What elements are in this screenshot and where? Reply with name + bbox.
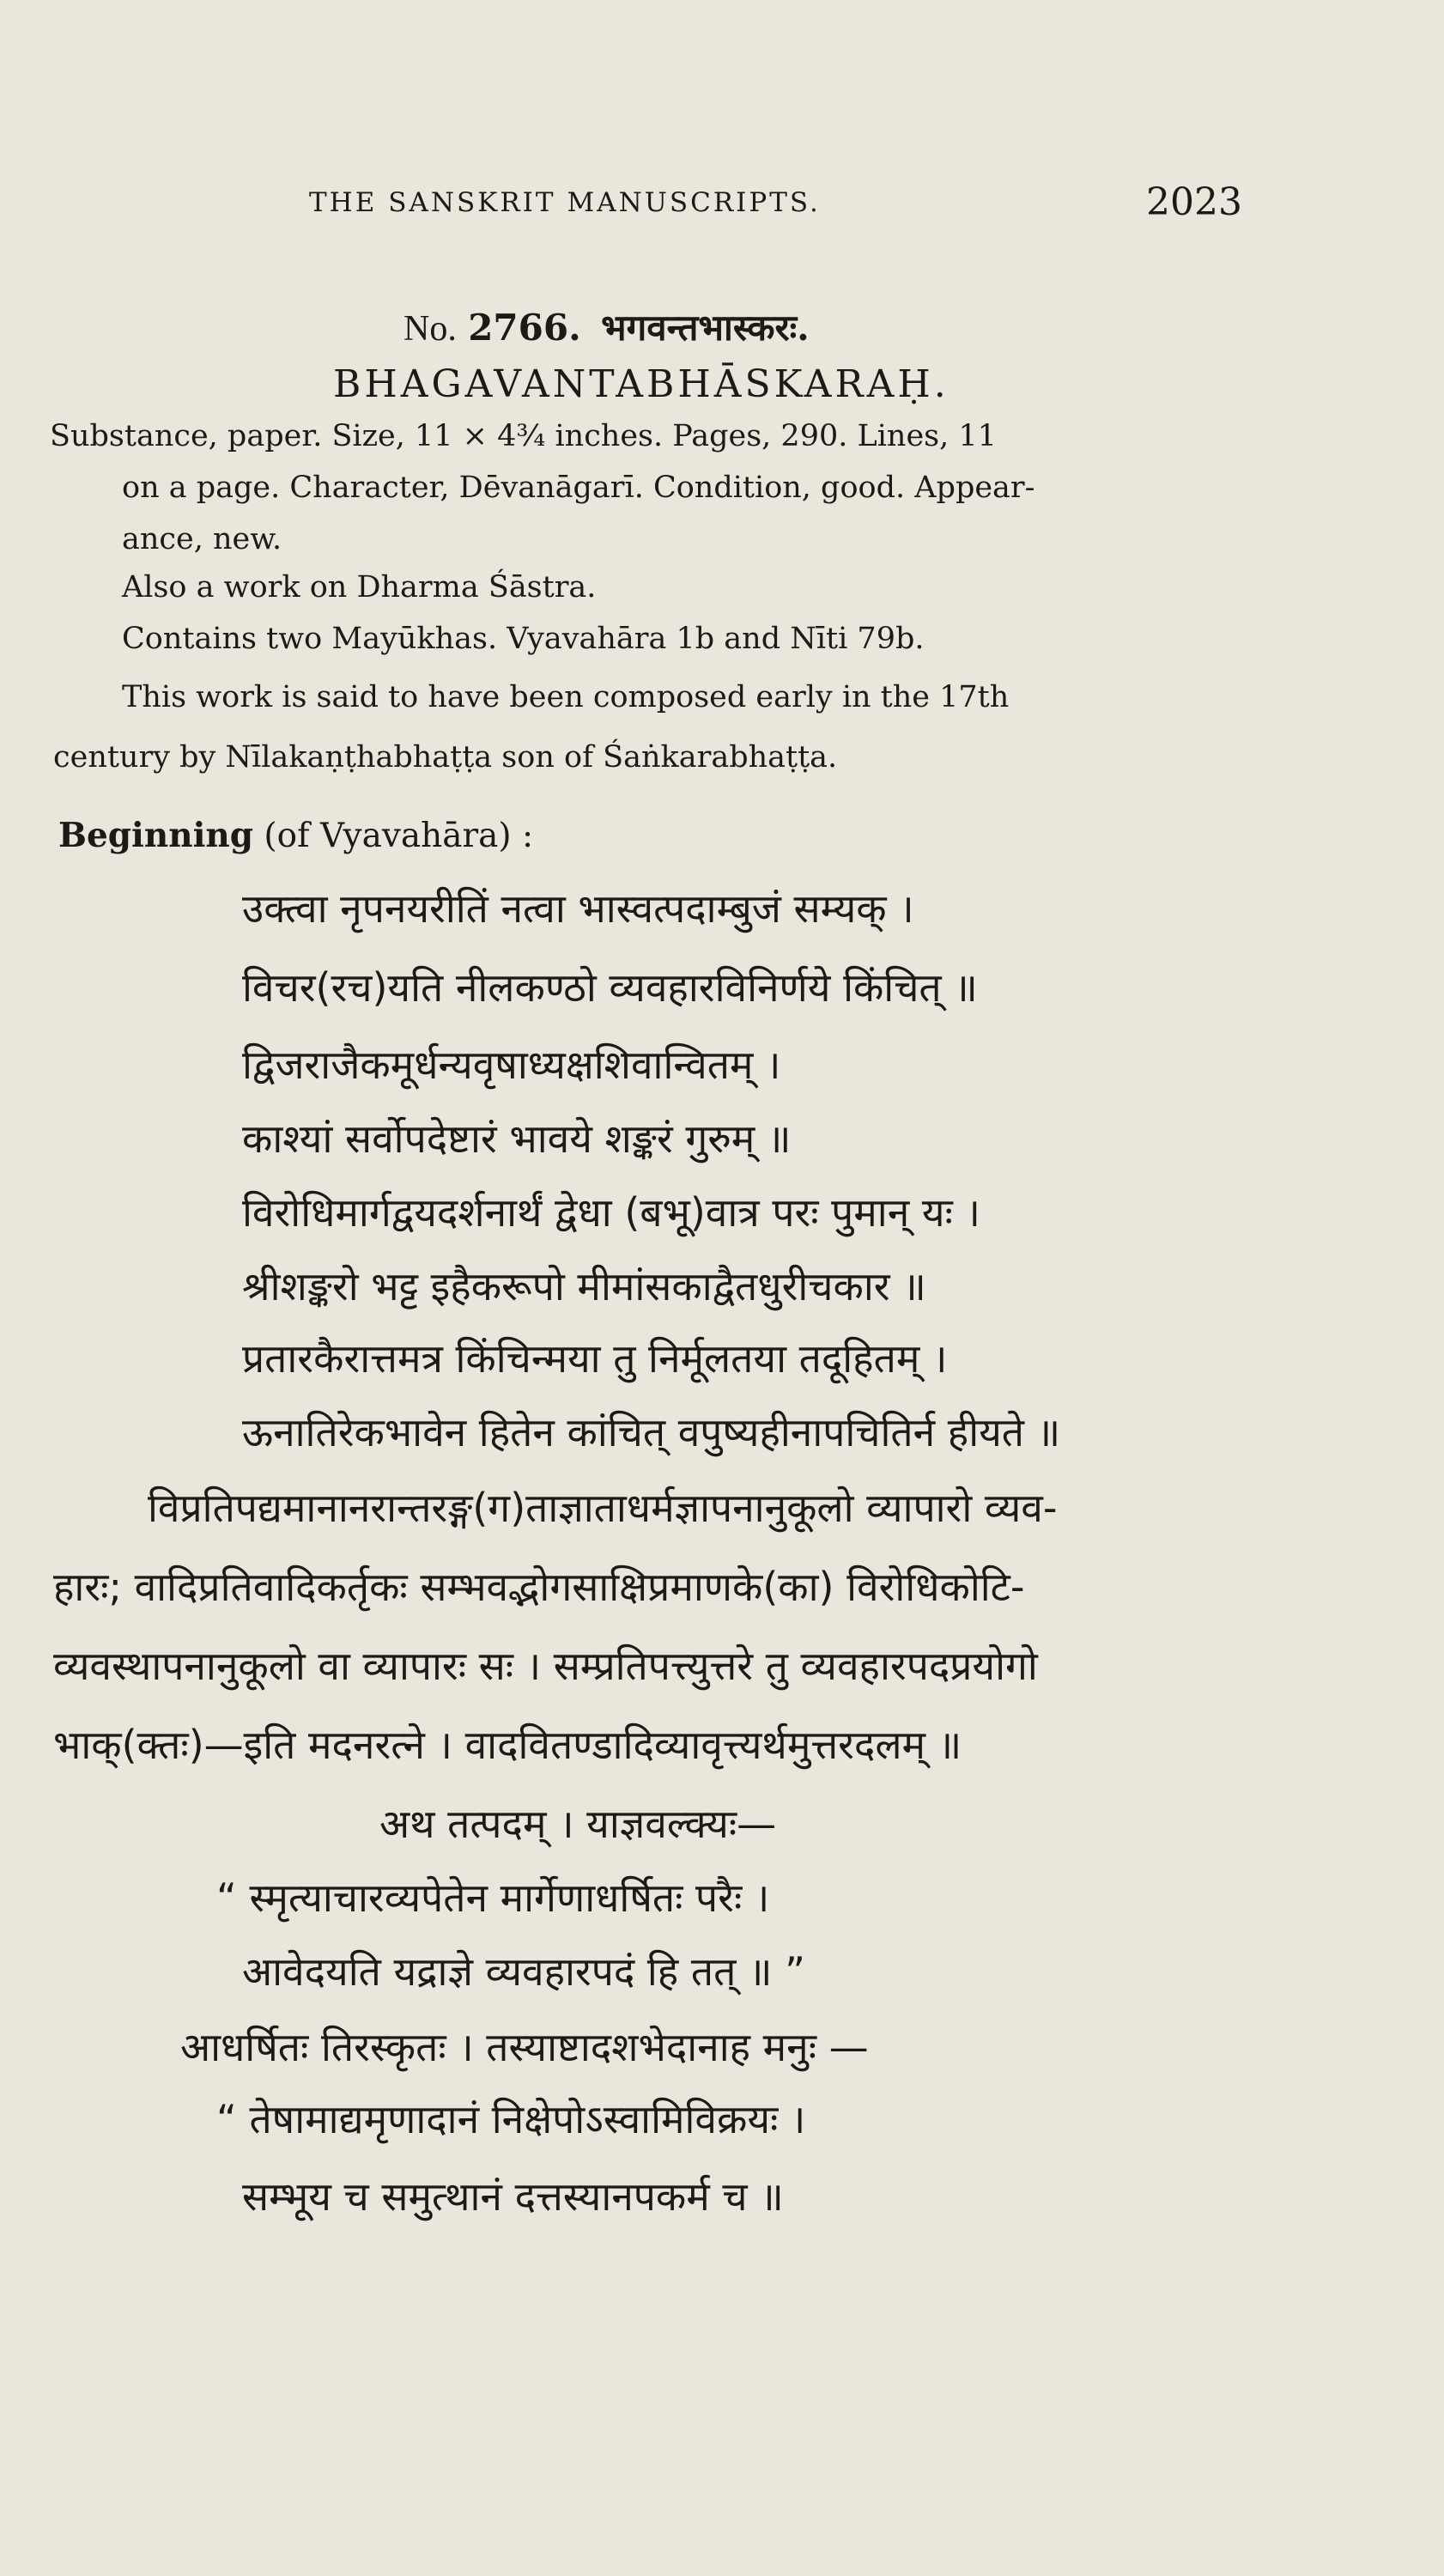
sanskrit-line: व्यवस्थापनानुकूलो वा व्यापारः सः । सम्प्रतिपत्त्युत्तरे तु व्यवहारपदप्रयोगो xyxy=(53,1643,1038,1689)
description-line: Substance, paper. Size, 11 × 4¾ inches. Pages, 290. Lines, 11 xyxy=(50,419,997,453)
beginning-label: Beginning xyxy=(58,816,254,855)
sanskrit-line: भाक्(क्तः)—इति मदनरत्ने । वादवितण्डादिव्यावृत्त्यर्थमुत्तरदलम् ॥ xyxy=(53,1722,962,1768)
page-number: 2023 xyxy=(1146,180,1242,224)
sanskrit-line: काश्यां सर्वोपदेष्टारं भावये शङ्करं गुरुम् ॥ xyxy=(242,1115,792,1162)
description-line: Also a work on Dharma Śāstra. xyxy=(122,570,597,605)
sanskrit-line: हारः; वादिप्रतिवादिकर्तृकः सम्भवद्भोगसाक्षिप्रमाणके(का) विरोधिकोटि- xyxy=(53,1564,1025,1610)
sanskrit-line: विरोधिमार्गद्वयदर्शनार्थं द्वेधा (बभू)वात्र परः पुमान् यः । xyxy=(242,1189,980,1236)
description-line: century by Nīlakaṇṭhabhaṭṭa son of Śaṅkarabhaṭṭa. xyxy=(53,740,838,775)
sanskrit-line: सम्भूय च समुत्थानं दत्तस्यानपकर्म च ॥ xyxy=(242,2173,784,2220)
sanskrit-line: द्विजराजैकमूर्धन्यवृषाध्यक्षशिवान्वितम् । xyxy=(242,1042,781,1088)
sanskrit-line: आवेदयति यद्राज्ञे व्यवहारपदं हि तत् ॥ ” xyxy=(242,1948,805,1995)
entry-heading xyxy=(403,302,810,351)
sanskrit-line: विप्रतिपद्यमानानरान्तरङ्ग(ग)ताज्ञाताधर्मज्ञापनानुकूलो व्यापारो व्यव- xyxy=(148,1485,1058,1531)
entry-title-devanagari: भगवन्तभास्करः. xyxy=(601,307,810,349)
sanskrit-line: विचर(रच)यति नीलकण्ठो व्यवहारविनिर्णये किंचित् ॥ xyxy=(242,964,978,1011)
sanskrit-line: “ स्मृत्याचारव्यपेतेन मार्गेणाधर्षितः परैः । xyxy=(216,1874,770,1921)
beginning-heading xyxy=(58,816,533,855)
sanskrit-line: श्रीशङ्करो भट्ट इहैकरूपो मीमांसकाद्वैतधुरीचकार ॥ xyxy=(242,1263,926,1309)
sanskrit-line: अथ तत्पदम् । याज्ञवल्क्यः— xyxy=(379,1801,777,1847)
description-line: This work is said to have been composed early in the 17th xyxy=(122,680,1010,714)
entry-title-roman: BHAGAVANTABHĀSKARAḤ. xyxy=(333,362,950,406)
sanskrit-line: प्रतारकैरात्तमत्र किंचिन्मया तु निर्मूलतया तदूहितम् । xyxy=(242,1335,948,1382)
sanskrit-line: आधर्षितः तिरस्कृतः । तस्याष्टादशभेदानाह मनुः — xyxy=(180,2024,869,2070)
sanskrit-line: “ तेषामाद्यमृणादानं निक्षेपोऽस्वामिविक्रयः । xyxy=(216,2096,806,2142)
description-line: on a page. Character, Dēvanāgarī. Condition, good. Appear- xyxy=(122,471,1035,505)
entry-number-prefix: No. xyxy=(403,309,457,349)
sanskrit-line: ऊनातिरेकभावेन हितेन कांचित् वपुष्यहीनापचितिर्न हीयते ॥ xyxy=(242,1409,1061,1455)
description-line: ance, new. xyxy=(122,522,282,556)
sanskrit-line: उक्त्वा नृपनयरीतिं नत्वा भास्वत्पदाम्बुजं सम्यक् । xyxy=(242,885,914,932)
running-title: THE SANSKRIT MANUSCRIPTS. xyxy=(309,187,821,218)
entry-number: 2766. xyxy=(468,307,581,349)
description-line: Contains two Mayūkhas. Vyavahāra 1b and Nīti 79b. xyxy=(122,622,925,656)
beginning-note: (of Vyavahāra) : xyxy=(264,817,534,855)
